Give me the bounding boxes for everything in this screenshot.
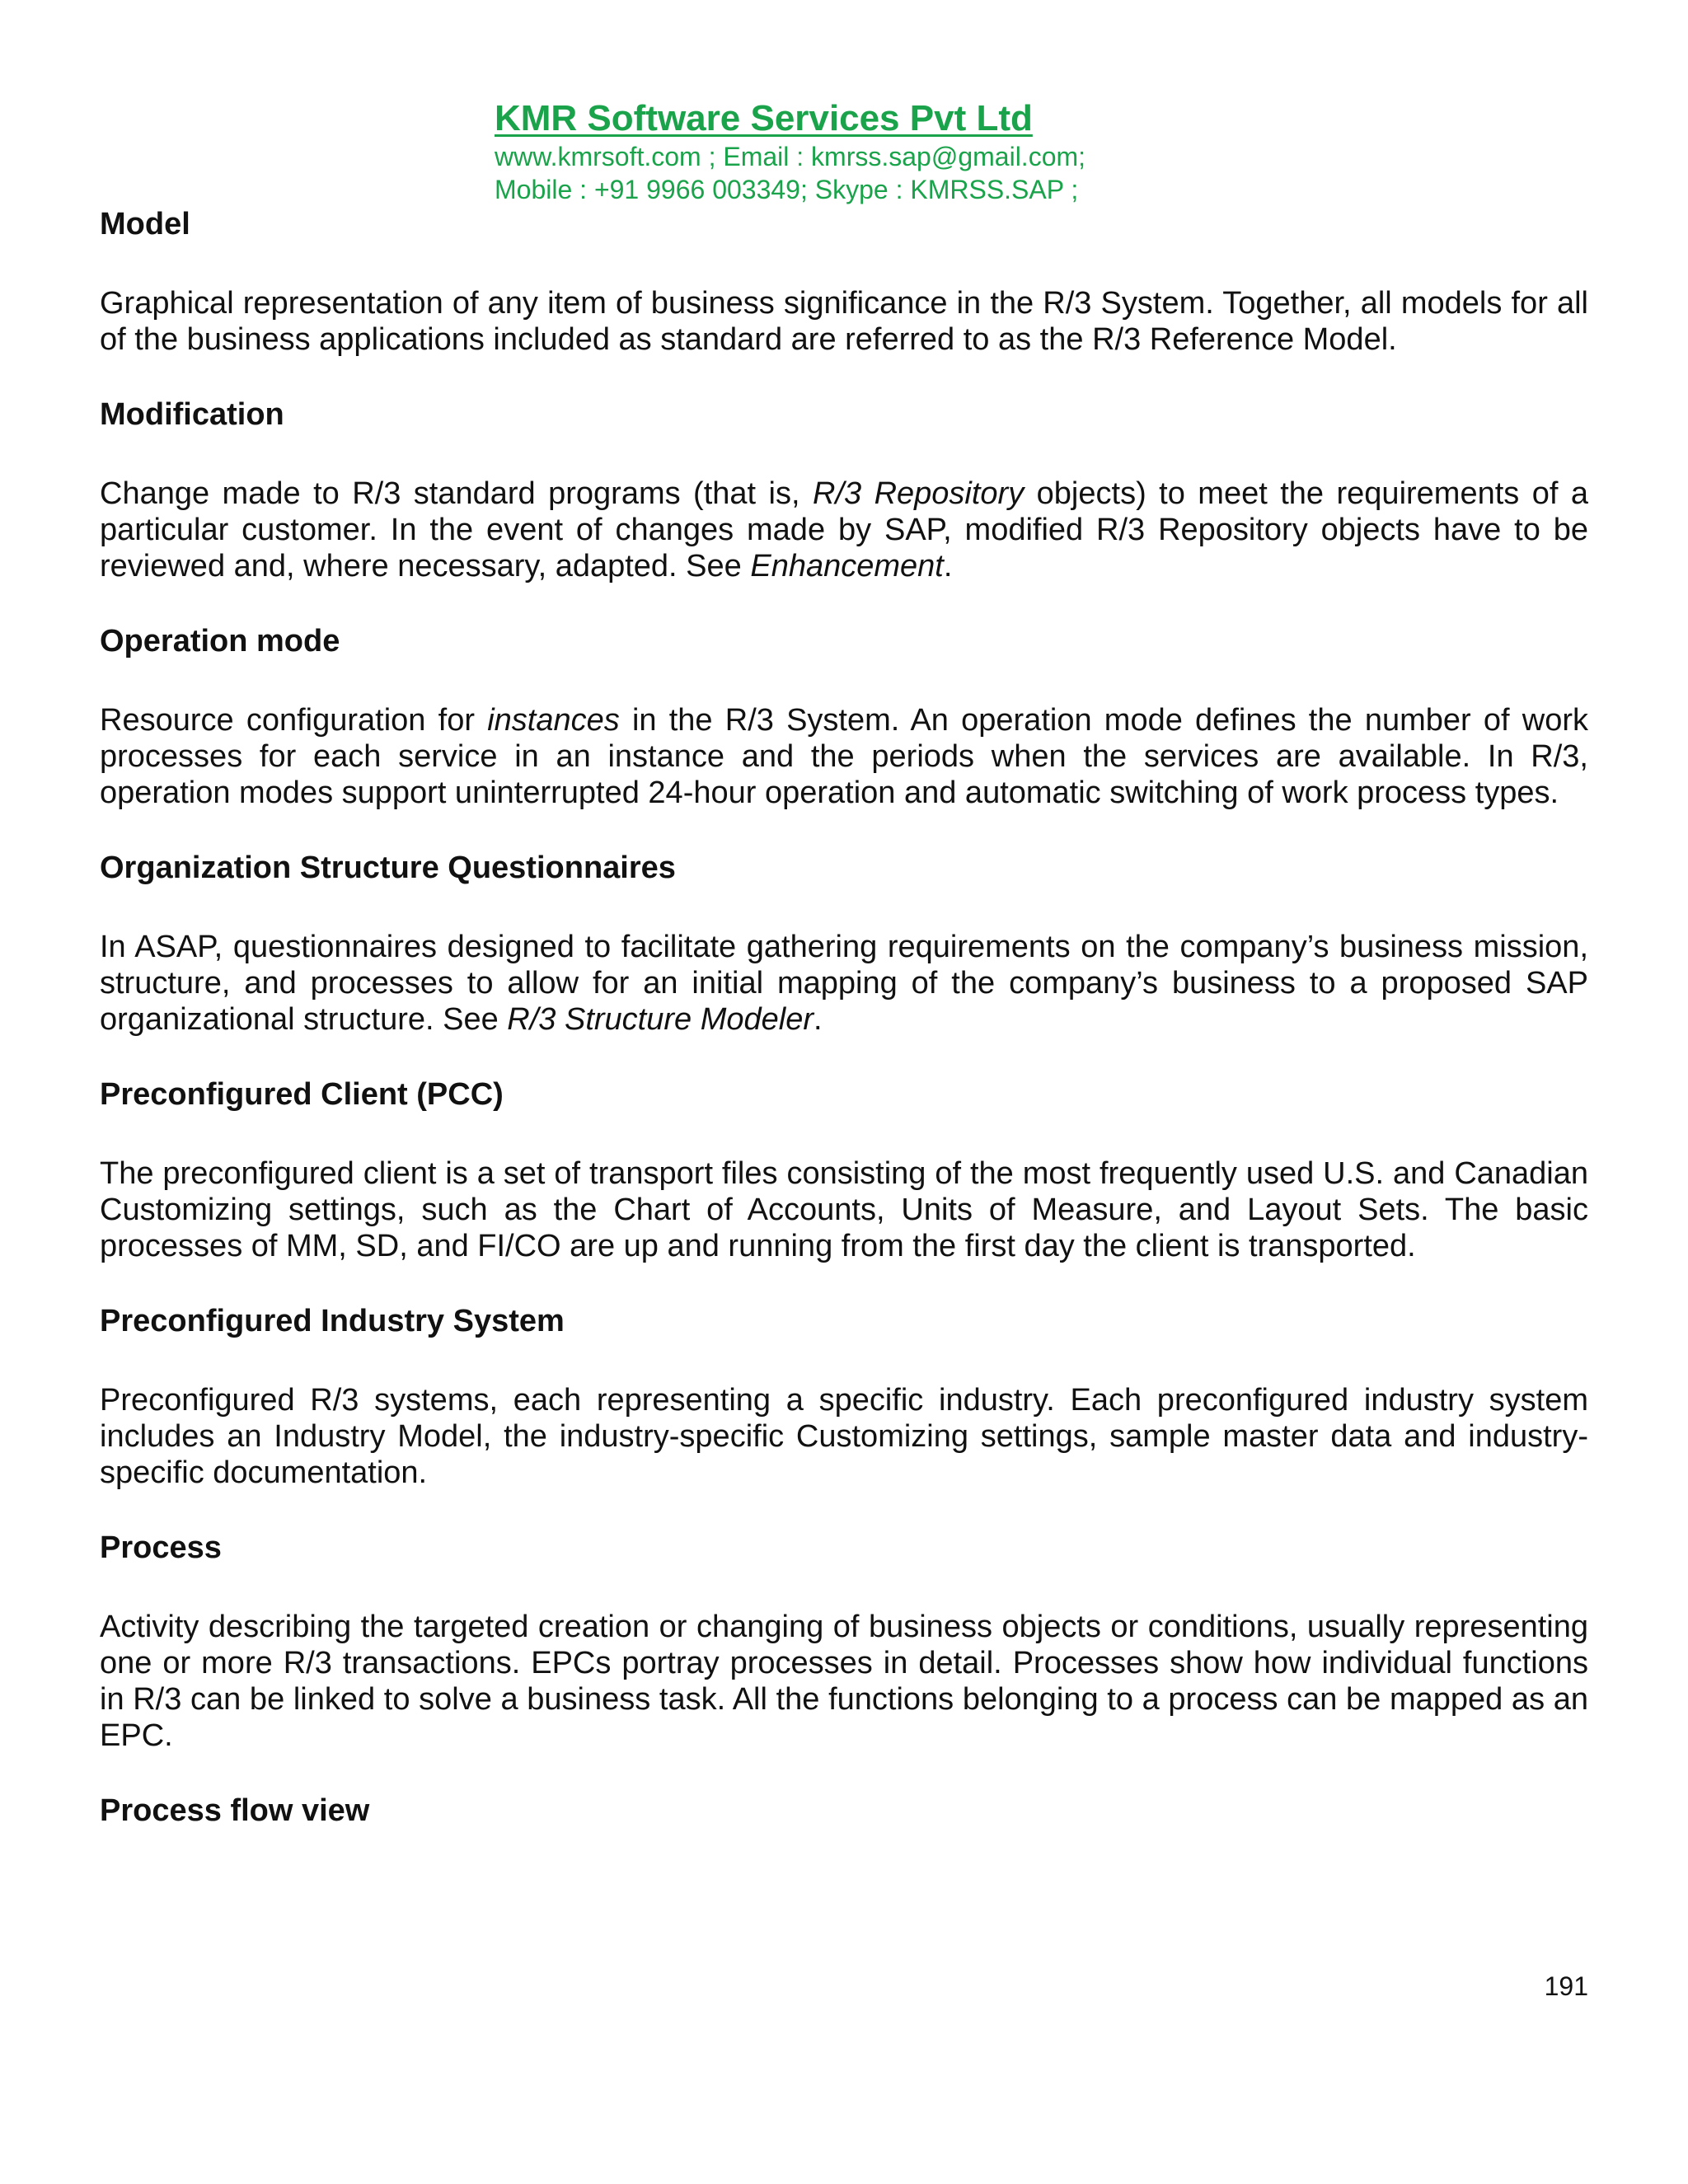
glossary-definition: Change made to R/3 standard programs (that is, R/3 Repository objects) to meet the requirements of a particular customer. In the event of changes made by SAP, modified R/3 Repository objects have to be reviewed and, where necessary, adapted. See Enhancement. <box>100 476 1588 583</box>
glossary-definition: Resource configuration for instances in the R/3 System. An operation mode defines the number of work processes for each service in an instance and the periods when the services are available. In R/3, operation modes support uninterrupted 24-hour operation and automatic switching of work process types. <box>100 703 1588 810</box>
cross-reference: R/3 Repository <box>813 476 1025 511</box>
cross-reference: instances <box>487 703 620 738</box>
contact-web-email: www.kmrsoft.com ; Email : kmrss.sap@gmail.com; <box>495 142 1086 171</box>
contact-phone-skype: Mobile : +91 9966 003349; Skype : KMRSS.SAP ; <box>495 175 1079 204</box>
company-name: KMR Software Services Pvt Ltd <box>495 98 1033 138</box>
glossary-term: Process flow view <box>100 1793 370 1828</box>
glossary-term: Preconfigured Industry System <box>100 1304 565 1338</box>
page-number: 191 <box>1544 1971 1588 2001</box>
glossary-term: Model <box>100 207 190 241</box>
glossary-term: Process <box>100 1530 222 1565</box>
glossary-term: Operation mode <box>100 624 340 658</box>
cross-reference: Enhancement <box>750 549 944 583</box>
glossary-definition: Activity describing the targeted creation or changing of business objects or conditions, usually representing one or more R/3 transactions. EPCs portray processes in detail. Processes show how individual functions in R/3 can be linked to solve a business task. All the functions belonging to a process can be mapped as an EPC. <box>100 1610 1588 1753</box>
glossary-term: Preconfigured Client (PCC) <box>100 1077 504 1112</box>
page-header <box>495 97 1236 206</box>
glossary-definition: The preconfigured client is a set of transport files consisting of the most frequently used U.S. and Canadian Customizing settings, such as the Chart of Accounts, Units of Measure, and Layout Sets. The basic processes of MM, SD, and FI/CO are up and running from the first day the client is transported. <box>100 1156 1588 1263</box>
glossary-term: Organization Structure Questionnaires <box>100 851 676 885</box>
glossary-definition: Graphical representation of any item of business significance in the R/3 System. Together, all models for all of the business applications included as standard are referred to as the R/3 Reference Model. <box>100 286 1588 357</box>
glossary-term: Modification <box>100 397 284 432</box>
glossary-definition: Preconfigured R/3 systems, each representing a specific industry. Each preconfigured industry system includes an Industry Model, the industry-specific Customizing settings, sample master data and industry-specific documentation. <box>100 1383 1588 1490</box>
glossary-content <box>100 204 1588 1830</box>
cross-reference: R/3 Structure Modeler <box>507 1002 814 1037</box>
glossary-definition: In ASAP, questionnaires designed to facilitate gathering requirements on the company’s business mission, structure, and processes to allow for an initial mapping of the company’s business to a proposed SAP organizational structure. See R/3 Structure Modeler. <box>100 930 1588 1037</box>
